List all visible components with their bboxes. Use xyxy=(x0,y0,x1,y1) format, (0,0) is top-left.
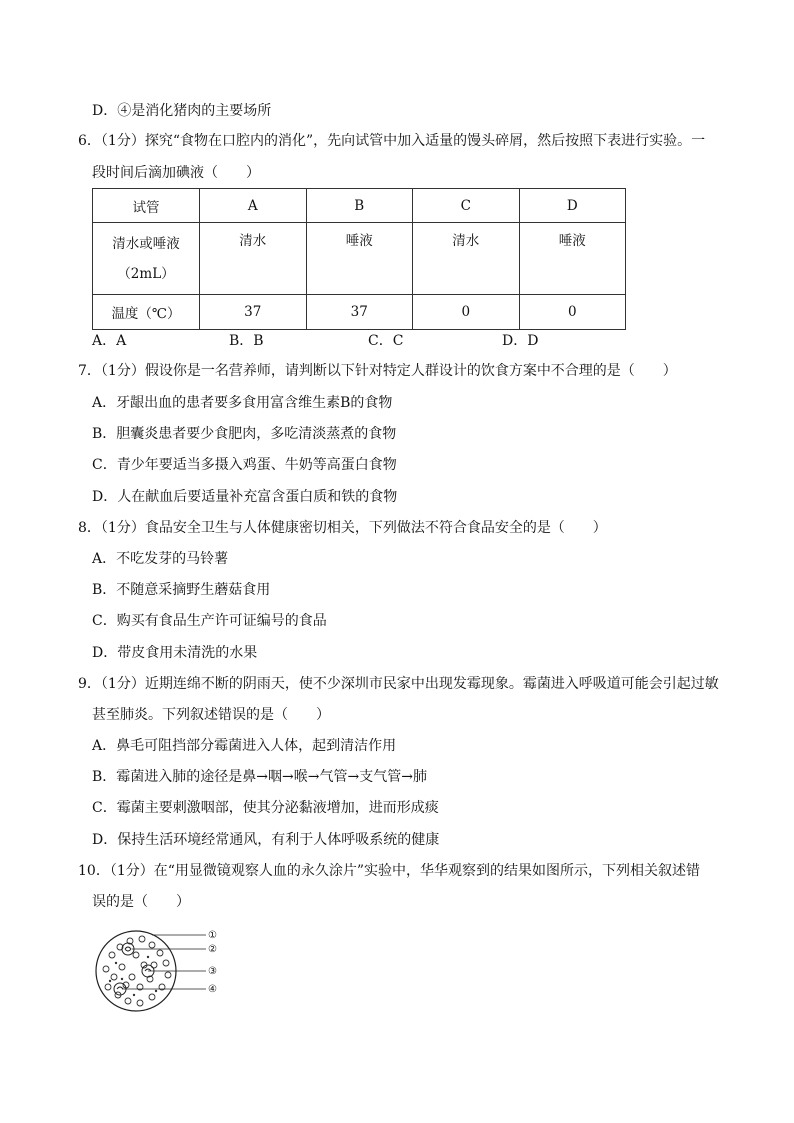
table-cell xyxy=(93,223,200,295)
q6-option-b: B．B xyxy=(229,333,264,349)
figure-label-1: ① xyxy=(208,930,217,941)
table-cell: 温度（℃） xyxy=(93,295,200,330)
table-row xyxy=(93,189,626,223)
figure-label-3: ③ xyxy=(208,966,217,977)
q9-option-a: A．鼻毛可阻挡部分霉菌进入人体，起到清洁作用 xyxy=(92,738,397,754)
blood-smear-figure xyxy=(92,925,232,1015)
table-cell: D xyxy=(519,189,626,223)
table-cell: A xyxy=(200,189,307,223)
q8-option-c: C．购买有食品生产许可证编号的食品 xyxy=(92,613,327,629)
table-cell: 唾液 xyxy=(306,223,413,295)
table-cell: 唾液 xyxy=(519,223,626,295)
q10-stem-line1: 10．（1分）在“用显微镜观察人血的永久涂片”实验中，华华观察到的结果如图所示，下列相关叙述错 xyxy=(78,863,701,879)
q7-option-a: A．牙龈出血的患者要多食用富含维生素B的食物 xyxy=(92,395,393,411)
table-row xyxy=(93,223,626,295)
q6-stem-line2: 段时间后滴加碘液（ ） xyxy=(92,165,260,181)
table-cell: 清水 xyxy=(200,223,307,295)
q7-option-d: D．人在献血后要适量补充富含蛋白质和铁的食物 xyxy=(92,489,398,505)
q5-option-d: D．④是消化猪肉的主要场所 xyxy=(92,103,272,119)
q7-option-b: B．胆囊炎患者要少食肥肉，多吃清淡蒸煮的食物 xyxy=(92,426,397,442)
table-cell: 试管 xyxy=(93,189,200,223)
q9-stem-line2: 甚至肺炎。下列叙述错误的是（ ） xyxy=(92,707,330,723)
q6-option-c: C．C xyxy=(368,333,404,349)
q9-option-b: B．霉菌进入肺的途径是鼻→咽→喉→气管→支气管→肺 xyxy=(92,769,427,785)
q6-option-a: A．A xyxy=(92,333,127,349)
table-cell: C xyxy=(413,189,520,223)
q8-option-a: A．不吃发芽的马铃薯 xyxy=(92,551,229,567)
q6-option-d: D．D xyxy=(502,333,539,349)
q9-stem-line1: 9．（1分）近期连绵不断的阴雨天，使不少深圳市民家中出现发霉现象。霉菌进入呼吸道可能会引起过敏 xyxy=(78,676,719,692)
q7-stem: 7．（1分）假设你是一名营养师，请判断以下针对特定人群设计的饮食方案中不合理的是（ ） xyxy=(78,363,677,379)
table-cell: 0 xyxy=(413,295,520,330)
table-cell: 0 xyxy=(519,295,626,330)
figure-label-4: ④ xyxy=(208,984,217,995)
table-cell: 37 xyxy=(200,295,307,330)
q10-stem-line2: 误的是（ ） xyxy=(92,894,190,910)
q8-stem: 8．（1分）食品安全卫生与人体健康密切相关，下列做法不符合食品安全的是（ ） xyxy=(78,520,607,536)
figure-label-2: ② xyxy=(208,944,217,955)
q8-option-b: B．不随意采摘野生蘑菇食用 xyxy=(92,582,271,598)
q7-option-c: C．青少年要适当多摄入鸡蛋、牛奶等高蛋白食物 xyxy=(92,457,397,473)
table-cell: 37 xyxy=(306,295,413,330)
q9-option-d: D．保持生活环境经常通风，有利于人体呼吸系统的健康 xyxy=(92,832,440,848)
q9-option-c: C．霉菌主要刺激咽部，使其分泌黏液增加，进而形成痰 xyxy=(92,800,439,816)
table-cell-line: 清水或唾液 xyxy=(112,235,180,252)
experiment-table xyxy=(92,188,626,330)
q8-option-d: D．带皮食用未清洗的水果 xyxy=(92,645,258,661)
q6-stem-line1: 6．（1分）探究“食物在口腔内的消化”，先向试管中加入适量的馒头碎屑，然后按照下表进行实验。一 xyxy=(78,133,706,149)
table-cell-line: （2mL） xyxy=(117,265,175,282)
table-cell: B xyxy=(306,189,413,223)
table-cell: 清水 xyxy=(413,223,520,295)
table-row xyxy=(93,295,626,330)
